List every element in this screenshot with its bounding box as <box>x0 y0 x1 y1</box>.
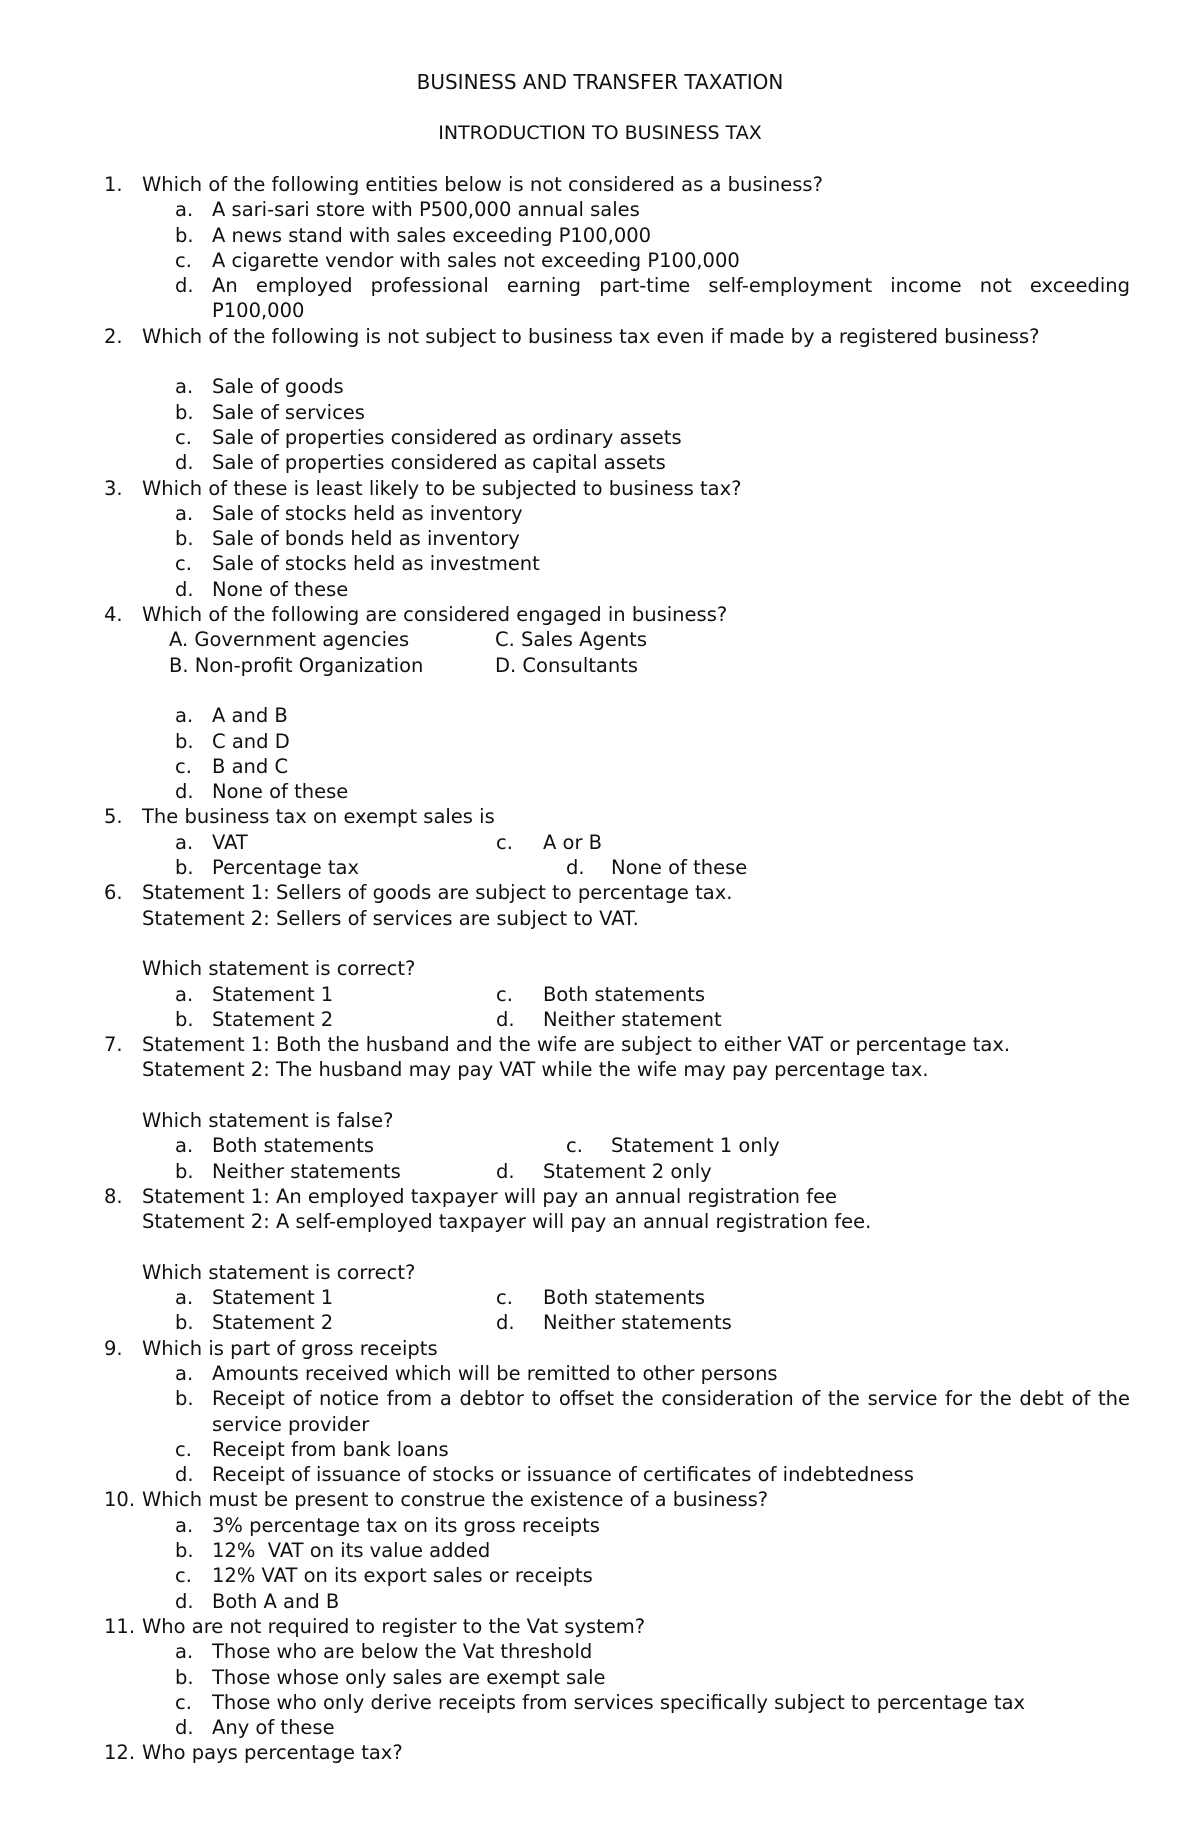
option-letter: b. <box>175 1159 194 1183</box>
option-text: Sale of stocks held as inventory <box>212 501 523 525</box>
option-text: Sale of stocks held as investment <box>212 552 540 576</box>
question-number: 10. <box>104 1488 136 1512</box>
question-number: 7. <box>104 1033 123 1057</box>
option-row <box>0 1538 1200 1563</box>
option-row <box>0 703 1200 728</box>
statement-2: Statement 2: A self-employed taxpayer will pay an annual registration fee. <box>142 1210 872 1234</box>
question-6 <box>0 880 1200 905</box>
option-row <box>0 577 1200 602</box>
option-text: Both statements <box>543 1286 706 1310</box>
option-letter: d. <box>175 451 194 475</box>
option-letter: d. <box>175 577 194 601</box>
option-letter: b. <box>175 1311 194 1335</box>
question-number: 5. <box>104 805 123 829</box>
choice-item: B. Non-profit Organization <box>169 653 424 677</box>
option-letter: c. <box>496 1286 513 1310</box>
option-letter: d. <box>496 1311 515 1335</box>
option-row <box>0 501 1200 526</box>
option-letter: a. <box>175 1640 194 1664</box>
statement-row <box>0 906 1200 931</box>
question-7 <box>0 1032 1200 1057</box>
option-text: Statement 1 <box>212 982 334 1006</box>
question-3 <box>0 476 1200 501</box>
option-text: None of these <box>611 856 748 880</box>
option-letter: c. <box>175 1690 192 1714</box>
option-text: Sale of services <box>212 400 365 424</box>
option-text: Any of these <box>212 1716 335 1740</box>
option-row <box>0 779 1200 804</box>
question-12 <box>0 1740 1200 1765</box>
statement-row <box>0 1057 1200 1082</box>
option-row <box>0 1715 1200 1740</box>
option-letter: b. <box>175 729 194 753</box>
option-row <box>0 1007 1200 1032</box>
option-text: A cigarette vendor with sales not exceeding P100,000 <box>212 248 740 272</box>
option-row <box>0 830 1200 855</box>
question-text: Which of the following is not subject to business tax even if made by a registered business? <box>142 324 1040 348</box>
question-text: Which of the following are considered engaged in business? <box>142 603 728 627</box>
option-letter: b. <box>175 1665 194 1689</box>
option-row <box>0 273 1200 324</box>
question-list <box>0 172 1200 1766</box>
question-text: Who pays percentage tax? <box>142 1741 403 1765</box>
option-text: Statement 1 <box>212 1286 334 1310</box>
statement-2: Statement 2: Sellers of services are subject to VAT. <box>142 906 639 930</box>
option-row <box>0 729 1200 754</box>
option-row <box>0 1513 1200 1538</box>
option-text: Sale of goods <box>212 375 344 399</box>
option-letter: c. <box>175 1437 192 1461</box>
option-letter: c. <box>175 1564 192 1588</box>
option-row <box>0 197 1200 222</box>
option-text: Both A and B <box>212 1589 340 1613</box>
option-text: B and C <box>212 754 289 778</box>
option-letter: c. <box>175 425 192 449</box>
blank-line <box>0 931 1200 956</box>
option-row <box>0 1639 1200 1664</box>
choice-item: D. Consultants <box>495 653 639 677</box>
option-text: 12% VAT on its export sales or receipts <box>212 1564 593 1588</box>
option-text: A or B <box>543 830 603 854</box>
option-row <box>0 1310 1200 1335</box>
question-4 <box>0 602 1200 627</box>
option-letter: a. <box>175 704 194 728</box>
option-letter: c. <box>175 754 192 778</box>
choice-item: A. Government agencies <box>169 628 410 652</box>
question-number: 4. <box>104 603 123 627</box>
option-text: Statement 2 <box>212 1007 334 1031</box>
option-text: None of these <box>212 780 349 804</box>
option-row <box>0 374 1200 399</box>
statement-question: Which statement is correct? <box>142 1260 416 1284</box>
question-text: Which is part of gross receipts <box>142 1336 438 1360</box>
option-letter: d. <box>175 780 194 804</box>
option-text: Sale of properties considered as capital assets <box>212 451 666 475</box>
option-row <box>0 400 1200 425</box>
option-text: Receipt of issuance of stocks or issuance of certificates of indebtedness <box>212 1463 914 1487</box>
statement-question-row <box>0 956 1200 981</box>
option-row <box>0 1589 1200 1614</box>
question-text: Which must be present to construe the existence of a business? <box>142 1488 769 1512</box>
option-text: A news stand with sales exceeding P100,000 <box>212 223 652 247</box>
option-letter: d. <box>175 274 194 298</box>
option-row <box>0 425 1200 450</box>
option-row <box>0 1285 1200 1310</box>
question-1 <box>0 172 1200 197</box>
option-letter: a. <box>175 1134 194 1158</box>
option-row <box>0 1159 1200 1184</box>
option-letter: c. <box>496 982 513 1006</box>
option-text: 12% VAT on its value added <box>212 1539 491 1563</box>
option-letter: a. <box>175 198 194 222</box>
question-number: 8. <box>104 1184 123 1208</box>
statement-question-row <box>0 1108 1200 1133</box>
option-letter: c. <box>496 830 513 854</box>
option-row <box>0 526 1200 551</box>
option-text: Statement 2 <box>212 1311 334 1335</box>
option-text: Percentage tax <box>212 856 360 880</box>
option-row <box>0 1386 1200 1437</box>
statement-2: Statement 2: The husband may pay VAT while the wife may pay percentage tax. <box>142 1058 929 1082</box>
option-row <box>0 1690 1200 1715</box>
option-letter: a. <box>175 501 194 525</box>
option-letter: d. <box>496 1159 515 1183</box>
option-text: 3% percentage tax on its gross receipts <box>212 1513 600 1537</box>
option-text: Sale of properties considered as ordinary assets <box>212 425 682 449</box>
option-row <box>0 855 1200 880</box>
option-text: None of these <box>212 577 349 601</box>
option-text: Receipt of notice from a debtor to offset the consideration of the service for the debt of the service provider <box>212 1387 1130 1436</box>
option-text: Those who only derive receipts from services specifically subject to percentage tax <box>212 1690 1026 1714</box>
document-title: BUSINESS AND TRANSFER TAXATION <box>416 70 784 94</box>
option-letter: d. <box>496 1007 515 1031</box>
option-text: C and D <box>212 729 290 753</box>
option-letter: b. <box>175 1539 194 1563</box>
option-letter: a. <box>175 830 194 854</box>
option-letter: b. <box>175 1007 194 1031</box>
question-9 <box>0 1336 1200 1361</box>
blank-line <box>0 1234 1200 1259</box>
statement-question: Which statement is false? <box>142 1108 394 1132</box>
question-number: 9. <box>104 1336 123 1360</box>
question-8 <box>0 1184 1200 1209</box>
option-text: Amounts received which will be remitted to other persons <box>212 1361 778 1385</box>
option-letter: d. <box>175 1463 194 1487</box>
option-text: Those whose only sales are exempt sale <box>212 1665 606 1689</box>
option-row <box>0 1563 1200 1588</box>
statement-question: Which statement is correct? <box>142 957 416 981</box>
option-text: Both statements <box>543 982 706 1006</box>
option-text: Sale of bonds held as inventory <box>212 527 520 551</box>
statement-1: Statement 1: An employed taxpayer will pay an annual registration fee <box>142 1184 838 1208</box>
option-text: Receipt from bank loans <box>212 1437 449 1461</box>
option-letter: d. <box>566 856 585 880</box>
document-subtitle: INTRODUCTION TO BUSINESS TAX <box>438 122 762 144</box>
option-letter: a. <box>175 1361 194 1385</box>
option-row <box>0 1437 1200 1462</box>
question-number: 6. <box>104 881 123 905</box>
option-text: A sari-sari store with P500,000 annual sales <box>212 198 640 222</box>
option-letter: a. <box>175 1286 194 1310</box>
question-text: Who are not required to register to the Vat system? <box>142 1614 646 1638</box>
question-5 <box>0 804 1200 829</box>
option-row <box>0 1133 1200 1158</box>
option-letter: a. <box>175 1513 194 1537</box>
option-row <box>0 450 1200 475</box>
option-row <box>0 754 1200 779</box>
option-row <box>0 1361 1200 1386</box>
option-letter: d. <box>175 1589 194 1613</box>
option-letter: b. <box>175 1387 194 1411</box>
option-text: Statement 2 only <box>543 1159 712 1183</box>
question-10 <box>0 1487 1200 1512</box>
question-number: 3. <box>104 476 123 500</box>
option-letter: a. <box>175 375 194 399</box>
question-number: 2. <box>104 324 123 348</box>
blank-line <box>0 1083 1200 1108</box>
option-text: Neither statement <box>543 1007 722 1031</box>
option-row <box>0 223 1200 248</box>
option-row <box>0 1665 1200 1690</box>
option-letter: c. <box>175 552 192 576</box>
option-row <box>0 1462 1200 1487</box>
option-text: Neither statements <box>212 1159 401 1183</box>
question-number: 12. <box>104 1741 136 1765</box>
question-text: Which of these is least likely to be subjected to business tax? <box>142 476 742 500</box>
statement-1: Statement 1: Both the husband and the wife are subject to either VAT or percentage tax. <box>142 1033 1011 1057</box>
option-row <box>0 248 1200 273</box>
option-letter: b. <box>175 400 194 424</box>
option-text: Both statements <box>212 1134 375 1158</box>
choice-row <box>0 653 1200 678</box>
question-11 <box>0 1614 1200 1639</box>
option-text: VAT <box>212 830 248 854</box>
choice-row <box>0 627 1200 652</box>
option-text: An employed professional earning part-time self-employment income not exceeding P100,000 <box>212 274 1130 323</box>
option-letter: b. <box>175 527 194 551</box>
statement-1: Statement 1: Sellers of goods are subject to percentage tax. <box>142 881 733 905</box>
choice-item: C. Sales Agents <box>495 628 647 652</box>
option-text: Those who are below the Vat threshold <box>212 1640 593 1664</box>
statement-row <box>0 1209 1200 1234</box>
option-letter: b. <box>175 856 194 880</box>
question-number: 11. <box>104 1614 136 1638</box>
option-text: Neither statements <box>543 1311 732 1335</box>
question-2 <box>0 324 1200 375</box>
option-text: A and B <box>212 704 288 728</box>
option-letter: a. <box>175 982 194 1006</box>
option-row <box>0 551 1200 576</box>
option-letter: c. <box>566 1134 583 1158</box>
statement-question-row <box>0 1260 1200 1285</box>
question-number: 1. <box>104 173 123 196</box>
option-letter: d. <box>175 1716 194 1740</box>
option-letter: c. <box>175 248 192 272</box>
option-text: Statement 1 only <box>611 1134 780 1158</box>
question-text: Which of the following entities below is not considered as a business? <box>142 173 823 196</box>
question-text: The business tax on exempt sales is <box>142 805 495 829</box>
option-row <box>0 982 1200 1007</box>
blank-line <box>0 678 1200 703</box>
option-letter: b. <box>175 223 194 247</box>
